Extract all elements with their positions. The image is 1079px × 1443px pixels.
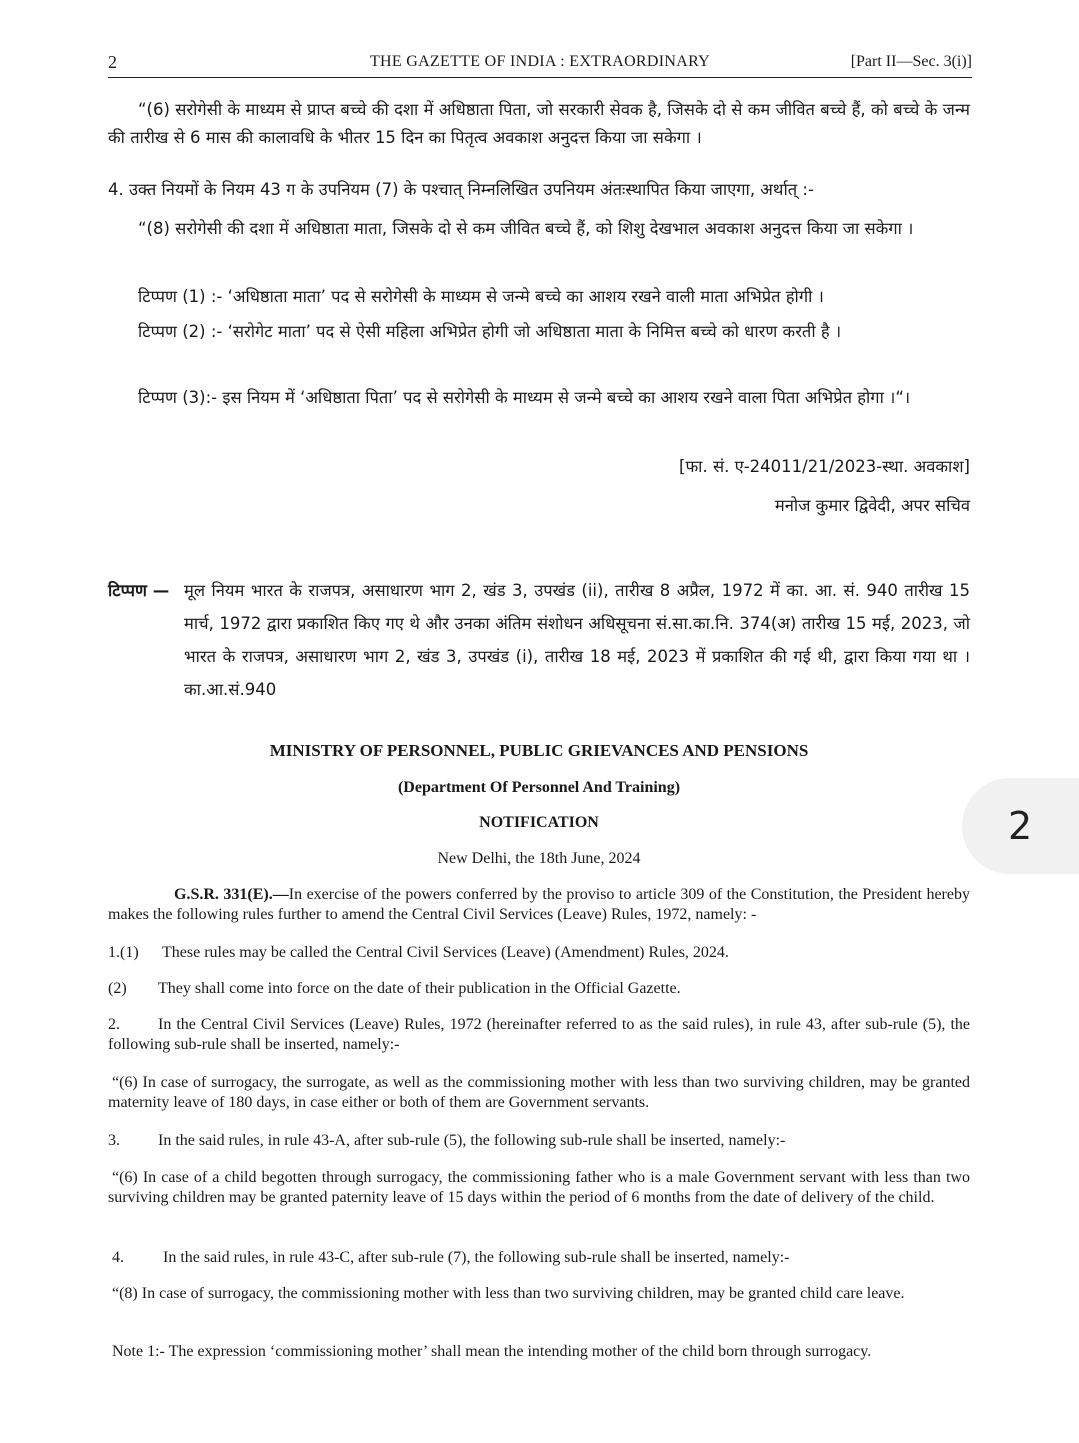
department-heading: (Department Of Personnel And Training): [397, 779, 681, 796]
rule-3-quote: “(6) In case of a child begotten through surrogacy, the commissioning father who is a male Government servant with less than two surviving children may be granted paternity leave of 15 days within the period of 6 months from the date of delivery of the child.: [108, 1169, 970, 1206]
hindi-rule-4: 4. उक्त नियमों के नियम 43 ग के उपनियम (7) के पश्चात् निम्नलिखित उपनियम अंतःस्थापित किया जाएगा, अर्थात् :-: [108, 180, 814, 199]
rule-2-text: In the Central Civil Services (Leave) Rules, 1972 (hereinafter referred to as the said rules), in rule 43, after sub-rule (5), the following sub-rule shall be inserted, namely:-: [108, 1016, 970, 1053]
rule-3: [108, 1131, 970, 1151]
signatory: मनोज कुमार द्विवेदी, अपर सचिव: [774, 496, 970, 515]
rule-1-2-text: They shall come into force on the date of their publication in the Official Gazette.: [158, 980, 681, 997]
page-indicator-badge[interactable]: [962, 778, 1079, 874]
rule-3-text: In the said rules, in rule 43-A, after sub-rule (5), the following sub-rule shall be inserted, namely:-: [158, 1132, 786, 1149]
file-number: [फा. सं. ए-24011/21/2023-स्था. अवकाश]: [679, 457, 970, 476]
rule-1-1: [108, 943, 970, 963]
rule-4-quote: “(8) In case of surrogacy, the commissioning mother with less than two surviving children, may be granted child care leave.: [112, 1285, 905, 1302]
page-header: [108, 52, 972, 76]
gsr-label: G.S.R. 331(E).—: [174, 886, 289, 903]
hindi-note-2: टिप्पण (2) :- ‘सरोगेट माता’ पद से ऐसी महिला अभिप्रेत होगी जो अधिष्ठाता माता के निमित्त बच्चे को धारण करती है ।: [138, 322, 842, 341]
footnote-label: टिप्पण —: [108, 581, 170, 600]
dateline: New Delhi, the 18th June, 2024: [437, 850, 641, 867]
english-note-1: Note 1:- The expression ‘commissioning mother’ shall mean the intending mother of the child born through surrogacy.: [112, 1343, 872, 1360]
rule-4-text: In the said rules, in rule 43-C, after sub-rule (7), the following sub-rule shall be inserted, namely:-: [163, 1249, 790, 1266]
notification-heading: NOTIFICATION: [479, 814, 599, 831]
hindi-note-1: टिप्पण (1) :- ‘अधिष्ठाता माता’ पद से सरोगेसी के माध्यम से जन्मे बच्चे का आशय रखने वाली माता अभिप्रेत होगी ।: [138, 287, 824, 306]
hindi-subrule-6: “(6) सरोगेसी के माध्यम से प्राप्त बच्चे की दशा में अधिष्ठाता पिता, जो सरकारी सेवक है, जिसके दो से कम जीवित बच्चे हैं, को बच्चे के जन्म की तारीख से 6 मास की कालावधि के भीतर 15 दिन का पितृत्व अवकाश अनुदत्त किया जा सकेगा ।: [108, 100, 970, 147]
hindi-note-3: टिप्पण (3):- इस नियम में ‘अधिष्ठाता पिता’ पद से सरोगेसी के माध्यम से जन्मे बच्चे का आशय रखने वाला पिता अभिप्रेत होगा ।“।: [138, 388, 911, 407]
rule-3-number: 3.: [108, 1132, 120, 1149]
rule-2-number: 2.: [108, 1016, 120, 1033]
rule-2-quote: “(6) In case of surrogacy, the surrogate, as well as the commissioning mother with less than two surviving children, may be granted maternity leave of 180 days, in case either or both of them are Government servants.: [108, 1074, 970, 1111]
rule-1-1-text: These rules may be called the Central Civil Services (Leave) (Amendment) Rules, 2024.: [162, 944, 729, 961]
page-number: 2: [108, 52, 117, 72]
part-section: [Part II—Sec. 3(i)]: [850, 53, 972, 70]
rule-2: [108, 1015, 970, 1055]
rule-1-1-number: 1.(1): [108, 944, 139, 961]
rule-1-2: [108, 979, 970, 999]
hindi-subrule-8: “(8) सरोगेसी की दशा में अधिष्ठाता माता, जिसके दो से कम जीवित बच्चे हैं, को शिशु देखभाल अवकाश अनुदत्त किया जा सकेगा ।: [138, 219, 914, 238]
header-rule: [108, 77, 972, 78]
hindi-footnote: [108, 574, 970, 706]
ministry-heading: MINISTRY OF PERSONNEL, PUBLIC GRIEVANCES AND PENSIONS: [269, 741, 809, 760]
rule-4-number: 4.: [112, 1249, 124, 1266]
gsr-preamble: [108, 885, 970, 925]
gsr-body: In exercise of the powers conferred by the proviso to article 309 of the Constitution, the President hereby makes the following rules further to amend the Central Civil Services (Leave) Rules, 1972, namely: -: [108, 886, 970, 923]
gazette-title: THE GAZETTE OF INDIA : EXTRAORDINARY: [369, 53, 711, 70]
footnote-body: मूल नियम भारत के राजपत्र, असाधारण भाग 2, खंड 3, उपखंड (ii), तारीख 8 अप्रैल, 1972 में का. आ. सं. 940 तारीख 15 मार्च, 1972 द्वारा प्रकाशित किए गए थे और उनका अंतिम संशोधन अधिसूचना सं.सा.का.नि. 374(अ) तारीख 15 मई, 2023, जो भारत के राजपत्र, असाधारण भाग 2, खंड 3, उपखंड (i), तारीख 18 मई, 2023 में प्रकाशित की गई थी, द्वारा किया गया था । का.आ.सं.940: [184, 581, 970, 699]
page-indicator-number: 2: [1008, 804, 1033, 848]
rule-1-2-number: (2): [108, 980, 127, 997]
rule-4: [108, 1248, 970, 1268]
